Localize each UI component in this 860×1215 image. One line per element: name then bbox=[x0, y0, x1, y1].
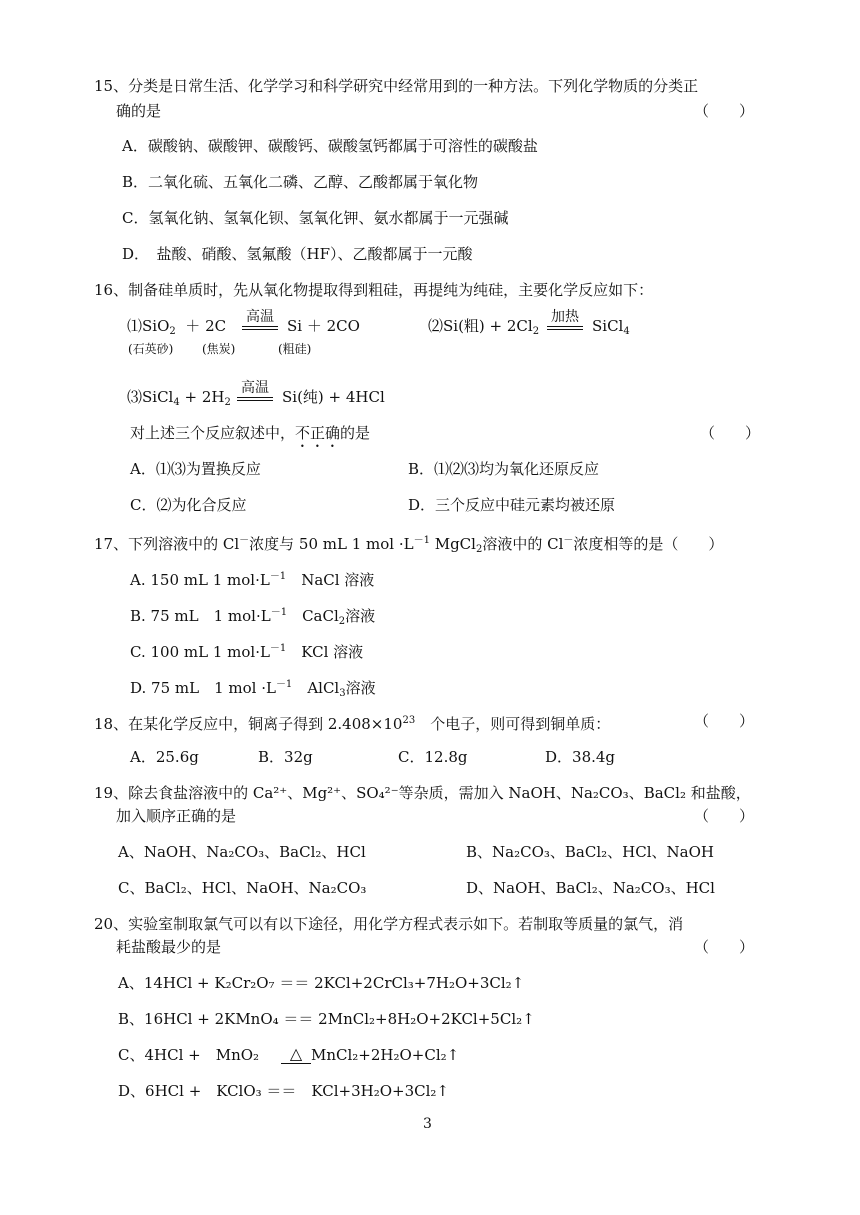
q17-option-c: C. 100 mL 1 $mol\cdot L^{-1}$ KCl 溶液 bbox=[130, 643, 364, 661]
q17-option-d: D. 75 mL 1 mol $\cdot L^{-1}$ AlCl$_3$溶液 bbox=[130, 679, 376, 699]
q16-option-d: D．三个反应中硅元素均被还原 bbox=[408, 496, 616, 514]
q20-option-c-heat-condition: △ bbox=[289, 1044, 303, 1063]
q20-stem-line2: 耗盐酸最少的是 bbox=[116, 938, 222, 956]
q18-option-c: C．12.8g bbox=[398, 748, 468, 766]
q16-reaction2-equal-line-bottom bbox=[547, 329, 583, 330]
q17-option-b: B. 75 mL 1 $mol\cdot L^{-1}$ CaCl$_2$溶液 bbox=[130, 607, 376, 627]
q19-option-b: B、Na₂CO₃、BaCl₂、HCl、NaOH bbox=[466, 843, 714, 861]
q16-reaction1-reactants: ⑴SiO$_2$ ＋ 2C bbox=[127, 317, 227, 337]
q18-option-b: B．32g bbox=[258, 748, 313, 766]
q15-stem-line1: 15、分类是日常生活、化学学习和科学研究中经常用到的一种方法。下列化学物质的分类正 bbox=[94, 77, 699, 95]
q20-option-d: D、6HCl + KClO₃ ＝＝ KCl+3H₂O+3Cl₂↑ bbox=[118, 1082, 449, 1100]
q20-option-c-reactants: C、4HCl + MnO₂ bbox=[118, 1046, 260, 1064]
q16-reaction1-products: Si ＋ 2CO bbox=[287, 317, 360, 335]
q16-reaction3-condition: 高温 bbox=[241, 380, 269, 396]
q20-option-a: A、14HCl + K₂Cr₂O₇ ＝＝ 2KCl+2CrCl₃+7H₂O+3Cl₂↑ bbox=[118, 974, 525, 992]
q18-option-d: D．38.4g bbox=[545, 748, 616, 766]
q16-emphasis-not-correct: 不正确 bbox=[295, 424, 341, 442]
q15-answer-paren: （ ） bbox=[694, 102, 755, 120]
q15-option-c: C．氢氧化钠、氢氧化钡、氢氧化钾、氨水都属于一元强碱 bbox=[122, 209, 509, 227]
q19-option-d: D、NaOH、BaCl₂、Na₂CO₃、HCl bbox=[466, 879, 715, 897]
q15-option-d: D． 盐酸、硝酸、氢氟酸（HF）、乙酸都属于一元酸 bbox=[122, 245, 473, 263]
q20-stem-line1: 20、实验室制取氯气可以有以下途径，用化学方程式表示如下。若制取等质量的氯气，消 bbox=[94, 915, 684, 933]
q16-stem: 16、制备硅单质时，先从氧化物提取得到粗硅，再提纯为纯硅，主要化学反应如下： bbox=[94, 281, 654, 299]
q16-reaction2-product: SiCl$_4$ bbox=[592, 317, 630, 337]
q16-reaction2-reactants: ⑵Si(粗) + $2Cl_2$ bbox=[428, 317, 540, 337]
q16-answer-paren: （ ） bbox=[700, 424, 761, 442]
q16-reaction1-equal-line-bottom bbox=[242, 329, 278, 330]
page-number: 3 bbox=[423, 1116, 432, 1132]
q19-option-a: A、NaOH、Na₂CO₃、BaCl₂、HCl bbox=[118, 843, 366, 861]
q16-reaction2-condition: 加热 bbox=[551, 309, 579, 325]
q20-answer-paren: （ ） bbox=[694, 938, 755, 956]
q16-reaction1-equal-line-top bbox=[242, 326, 278, 327]
q16-note-coke: (焦炭) bbox=[202, 342, 236, 356]
q16-reaction3-equal-line-top bbox=[237, 397, 273, 398]
q19-answer-paren: （ ） bbox=[694, 807, 755, 825]
q16-option-c: C．⑵为化合反应 bbox=[130, 496, 247, 514]
q16-question: 对上述三个反应叙述中，不正确的是 bbox=[130, 424, 371, 442]
q16-option-b: B．⑴⑵⑶均为氧化还原反应 bbox=[408, 460, 600, 478]
q16-option-a: A．⑴⑶为置换反应 bbox=[130, 460, 261, 478]
q19-stem-line2: 加入顺序正确的是 bbox=[116, 807, 237, 825]
q20-option-c-condition-line bbox=[281, 1063, 311, 1064]
q16-reaction3-equal-line-bottom bbox=[237, 400, 273, 401]
q16-note-quartz: (石英砂) bbox=[128, 342, 174, 356]
q16-reaction3-reactants: ⑶SiCl$_4$ + $2H_2$ bbox=[127, 388, 231, 408]
q16-reaction2-equal-line-top bbox=[547, 326, 583, 327]
q16-reaction3-products: Si(纯) + 4HCl bbox=[282, 388, 385, 406]
q15-option-b: B．二氧化硫、五氧化二磷、乙醇、乙酸都属于氧化物 bbox=[122, 173, 479, 191]
q15-option-a: A．碳酸钠、碳酸钾、碳酸钙、碳酸氢钙都属于可溶性的碳酸盐 bbox=[122, 137, 538, 155]
q16-reaction1-condition: 高温 bbox=[246, 309, 274, 325]
q18-stem: 18、在某化学反应中，铜离子得到 $2.408\times 10^{23}$ 个电子，则可得到铜单质： bbox=[94, 715, 611, 733]
q20-option-c-products: MnCl₂+2H₂O+Cl₂↑ bbox=[311, 1046, 460, 1064]
q19-stem-line1: 19、除去食盐溶液中的 Ca²⁺、Mg²⁺、SO₄²⁻等杂质，需加入 NaOH、Na₂CO₃、BaCl₂ 和盐酸， bbox=[94, 784, 751, 802]
q19-option-c: C、BaCl₂、HCl、NaOH、Na₂CO₃ bbox=[118, 879, 367, 897]
q18-answer-paren: （ ） bbox=[694, 712, 755, 730]
q15-stem-line2: 确的是 bbox=[116, 102, 162, 120]
q18-option-a: A．25.6g bbox=[130, 748, 199, 766]
q17-stem: 17、下列溶液中的 Cl－浓度与 50 mL 1 mol $\cdot L^{-1}$ MgCl$_2$溶液中的 Cl－浓度相等的是（ ） bbox=[94, 535, 724, 555]
q20-option-b: B、16HCl + 2KMnO₄ ＝＝ 2MnCl₂+8H₂O+2KCl+5Cl₂↑ bbox=[118, 1010, 535, 1028]
q17-option-a: A. 150 mL 1 $mol\cdot L^{-1}$ NaCl 溶液 bbox=[130, 571, 375, 589]
q16-note-crude-silicon: (粗硅) bbox=[278, 342, 312, 356]
